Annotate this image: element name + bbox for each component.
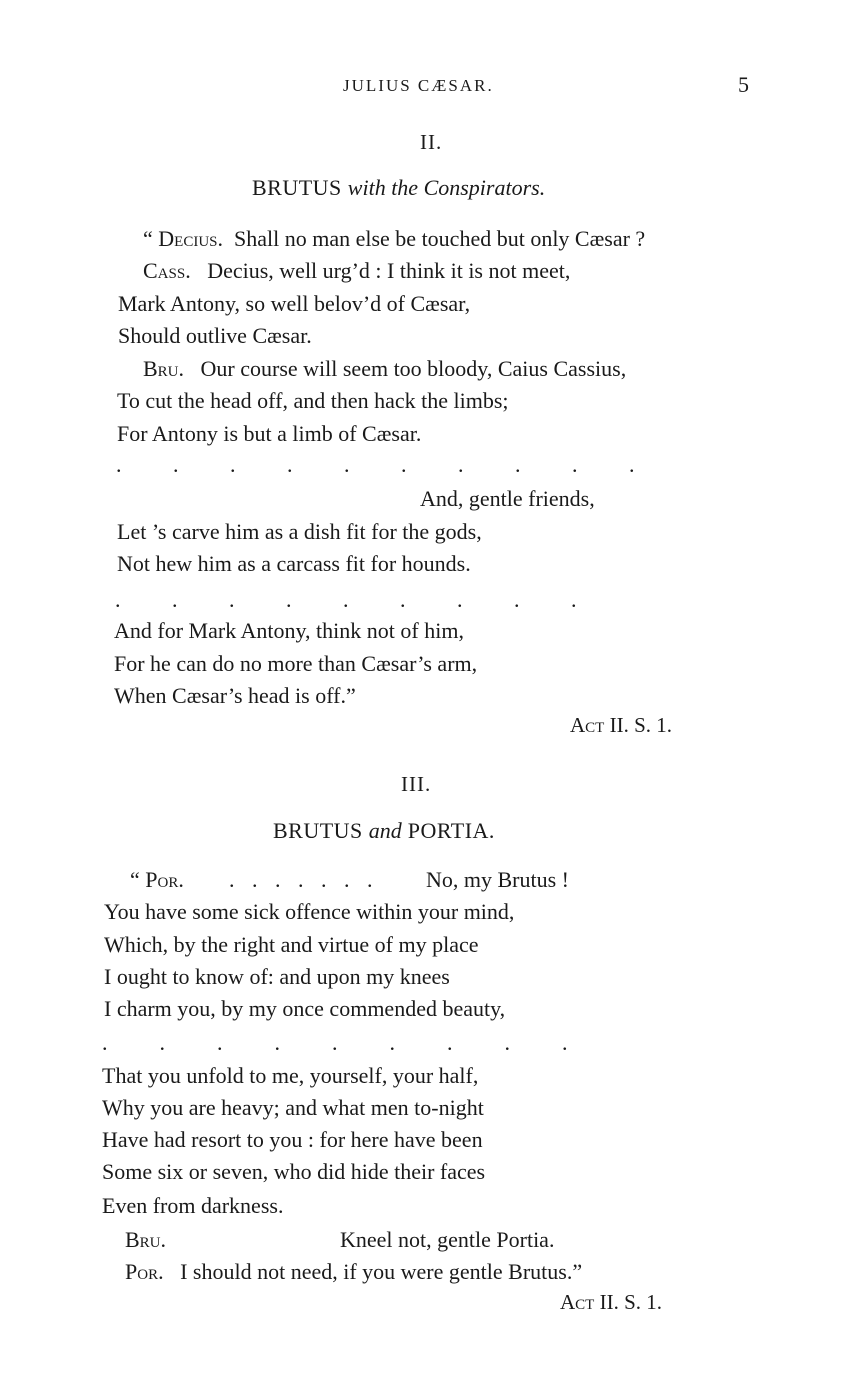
- line-text: Our course will seem too bloody, Caius Cassius,: [200, 356, 627, 381]
- verse-line: Why you are heavy; and what men to-night: [102, 1095, 484, 1120]
- section-heading: [252, 175, 545, 201]
- verse-line: Some six or seven, who did hide their faces: [102, 1159, 486, 1184]
- line-text: Kneel not, gentle Portia.: [340, 1227, 555, 1252]
- line-text: I should not need, if you were gentle Brutus.”: [180, 1259, 583, 1284]
- verse-line: [143, 356, 626, 382]
- line-text: No, my Brutus !: [426, 867, 569, 892]
- verse-line: I charm you, by my once commended beauty,: [104, 996, 506, 1021]
- heading-italic: and: [368, 818, 402, 843]
- verse-line: For Antony is but a limb of Cæsar.: [117, 421, 422, 446]
- verse-line: When Cæsar’s head is off.”: [114, 683, 356, 708]
- speaker-name: “ Decius.: [143, 226, 223, 251]
- verse-line: Have had resort to you : for here have been: [102, 1127, 483, 1152]
- verse-line: And for Mark Antony, think not of him,: [114, 618, 464, 643]
- verse-line: [143, 226, 645, 252]
- verse-line: That you unfold to me, yourself, your half,: [102, 1063, 479, 1088]
- section-numeral: II.: [420, 130, 443, 154]
- section-heading: [273, 818, 495, 844]
- line-text: Decius, well urg’d : I think it is not meet,: [207, 258, 571, 283]
- verse-line: You have some sick offence within your mind,: [104, 899, 515, 924]
- verse-line: [125, 1259, 582, 1285]
- heading-name: BRUTUS: [252, 175, 342, 200]
- ellipsis-dots: . . . . . . . . .: [115, 587, 577, 612]
- line-text: Shall no man else be touched but only Cæsar ?: [234, 226, 646, 251]
- verse-line: Mark Antony, so well belov’d of Cæsar,: [118, 291, 471, 316]
- page-number: 5: [738, 72, 749, 97]
- ellipsis-dots: . . . . . . . . . .: [116, 452, 635, 477]
- verse-line: To cut the head off, and then hack the limbs;: [117, 388, 509, 413]
- section-numeral: III.: [401, 772, 432, 796]
- verse-line: I ought to know of: and upon my knees: [104, 964, 450, 989]
- verse-line: [143, 258, 570, 284]
- speaker-name: Cass.: [143, 258, 191, 283]
- verse-line: Not hew him as a carcass fit for hounds.: [117, 551, 471, 576]
- heading-italic: with the Conspirators.: [347, 175, 546, 200]
- ellipsis-dots: . . . . . . .: [229, 867, 379, 892]
- speaker-name: “ Por.: [130, 867, 184, 892]
- act-scene-reference: Act II. S. 1.: [560, 1290, 662, 1314]
- running-title: JULIUS CÆSAR.: [343, 76, 494, 95]
- verse-line: [130, 867, 184, 893]
- verse-line: Let ’s carve him as a dish fit for the gods,: [117, 519, 482, 544]
- ellipsis-dots: . . . . . . . . .: [102, 1030, 568, 1055]
- verse-line: And, gentle friends,: [420, 486, 595, 511]
- verse-line: Even from darkness.: [102, 1193, 284, 1218]
- speaker-name: Bru.: [125, 1227, 167, 1252]
- verse-line: Which, by the right and virtue of my place: [104, 932, 479, 957]
- verse-line: For he can do no more than Cæsar’s arm,: [114, 651, 478, 676]
- heading-name: BRUTUS: [273, 818, 363, 843]
- act-scene-reference: Act II. S. 1.: [570, 713, 672, 737]
- verse-line: Should outlive Cæsar.: [118, 323, 312, 348]
- speaker-name: Bru.: [143, 356, 185, 381]
- speaker-name: Por.: [125, 1259, 164, 1284]
- heading-name-2: PORTIA.: [407, 818, 495, 843]
